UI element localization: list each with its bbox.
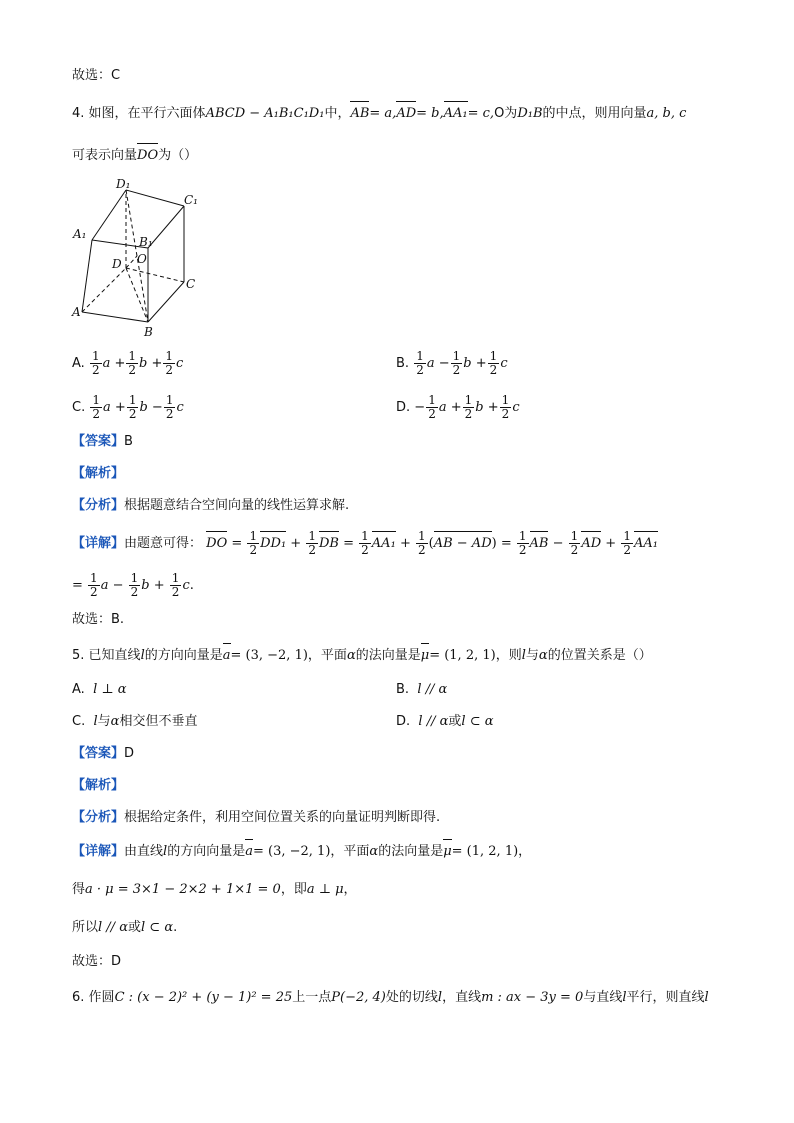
half-fraction: $\frac{1}{2}$ (92, 393, 100, 421)
q4-tail: 的中点，则用向量 (542, 106, 647, 121)
q4-vec-ab: AB (350, 104, 369, 124)
half-fraction: $\frac{1}{2}$ (165, 393, 174, 421)
segment-d-b (126, 268, 148, 322)
q4-xiangjie-eq1: 【详解】由题意可得： DO = $\frac{1}{2}$ DD₁ + $\frac{1}{2}$ DB = $\frac{1}{2}$ AA₁ + $\frac{1}{2}$ (AB − AD) = $\frac{1}{2}$ AB − $\frac{1}{2}$ AD + $\frac{1}{2}$ AA₁ (72, 529, 658, 557)
label-d1: D₁ (116, 177, 131, 191)
q5-option-a: A. l ⊥ α (72, 682, 127, 697)
q5-analysis-tag: 【解析】 (72, 778, 125, 793)
q5-dot-product: 得a · μ = 3×1 − 2×2 + 1×1 = 0，即a ⊥ μ， (72, 882, 357, 897)
q4-eq-c: = c, (467, 106, 495, 121)
half-fraction: $\frac{1}{2}$ (464, 393, 473, 421)
half-fraction: $\frac{1}{2}$ (128, 349, 137, 377)
q4-fenxi: 【分析】根据题意结合空间向量的线性运算求解. (72, 498, 350, 513)
q5-fenxi: 【分析】根据给定条件，利用空间位置关系的向量证明判断即得. (72, 810, 441, 825)
edge-a-a1 (82, 240, 92, 312)
q4-option-b: B. $\frac{1}{2}$ a − $\frac{1}{2}$ b + $\frac{1}{2}$ c (396, 349, 508, 377)
label-c: C (186, 277, 196, 291)
half-fraction: $\frac{1}{2}$ (501, 393, 510, 421)
q5-stem: 5. 已知直线l的方向向量是a= (3, −2, 1)，平面α的法向量是μ= (1, 2, 1)，则l与α的位置关系是（） (72, 646, 652, 666)
answer-tag: 【答案】 (72, 434, 125, 449)
q5-conclusion: 故选：D (72, 954, 122, 969)
half-fraction: $\frac{1}{2}$ (128, 393, 137, 421)
q4-answer (72, 432, 133, 452)
option-c-label: C. (72, 400, 86, 415)
half-fraction: $\frac{1}{2}$ (91, 349, 100, 377)
q4-vec-ad: AD (396, 104, 416, 124)
label-b1: B₁ (139, 235, 153, 249)
q4-line2-tail: 为（） (158, 148, 198, 163)
q4-solid: ABCD − A₁B₁C₁D₁ (205, 106, 325, 121)
q4-option-d: D. − $\frac{1}{2}$ a + $\frac{1}{2}$ b + $\frac{1}{2}$ c (396, 393, 520, 421)
segment-d-o (126, 256, 137, 268)
answer-value: B (124, 434, 133, 449)
q4-vec-aa1: AA₁ (444, 104, 468, 124)
option-d-label: D. (396, 400, 411, 415)
option-a-label: A. (72, 356, 85, 371)
q4-intro: 如图，在平行六面体 (88, 106, 206, 121)
q4-conclusion: 故选：B. (72, 612, 125, 627)
q4-analysis-tag: 【解析】 (72, 466, 125, 481)
label-o: O (137, 252, 147, 266)
half-fraction: $\frac{1}{2}$ (428, 393, 436, 421)
q4-number: 4. (72, 106, 85, 121)
q4-o-text: O为 (494, 106, 518, 121)
q4-abc: a, b, c (646, 106, 687, 121)
edge-b1-c1 (148, 206, 184, 248)
edge-d1-c1 (126, 190, 184, 206)
q4-eq-b: = b, (416, 106, 444, 121)
q4-xiangjie-eq2: = $\frac{1}{2}$ a − $\frac{1}{2}$ b + $\frac{1}{2}$ c. (72, 571, 194, 599)
option-b-label: B. (396, 356, 410, 371)
q4-option-c: C. $\frac{1}{2}$ a + $\frac{1}{2}$ b − $\frac{1}{2}$ c (72, 393, 184, 421)
edge-b-c (148, 282, 184, 322)
label-d: D (112, 257, 122, 271)
q5-option-d: D. l // α或l ⊂ α (396, 714, 494, 729)
edge-a-b (82, 312, 148, 322)
label-a: A (72, 305, 81, 319)
q5-answer: 【答案】D (72, 746, 135, 761)
q5-xiangjie: 【详解】由直线l的方向向量是a= (3, −2, 1)，平面α的法向量是μ= (1, 2, 1)， (72, 842, 531, 862)
prev-answer-line: 故选：C (72, 68, 121, 83)
half-fraction: $\frac{1}{2}$ (165, 349, 174, 377)
label-c1: C₁ (184, 193, 198, 207)
hidden-edge-a-d (82, 268, 126, 312)
q4-line2: 可表示向量 (72, 148, 138, 163)
half-fraction: $\frac{1}{2}$ (489, 349, 498, 377)
edge-a1-d1 (92, 190, 126, 240)
q4-mid: 中， (324, 106, 351, 121)
hidden-edge-d-c (126, 268, 184, 282)
label-a1: A₁ (73, 227, 87, 241)
half-fraction: $\frac{1}{2}$ (416, 349, 424, 377)
q4-stem-line1 (72, 104, 686, 124)
q4-eq-a: = a, (369, 106, 397, 121)
q5-result: 所以l // α或l ⊂ α. (72, 920, 178, 935)
q5-option-c: C. l与α相交但不垂直 (72, 714, 198, 729)
q4-d1b: D₁B (517, 106, 543, 121)
q6-stem: 6. 作圆C : (x − 2)² + (y − 1)² = 25上一点P(−2, 4)处的切线l，直线m : ax − 3y = 0与直线l平行，则直线l (72, 990, 709, 1005)
q4-option-a: A. $\frac{1}{2}$ a + $\frac{1}{2}$ b + $\frac{1}{2}$ c (72, 349, 184, 377)
q5-option-b: B. l // α (396, 682, 448, 697)
q4-vec-do: DO (137, 146, 158, 166)
label-b: B (144, 325, 153, 339)
half-fraction: $\frac{1}{2}$ (452, 349, 461, 377)
q4-stem-line2 (72, 146, 197, 166)
parallelepiped-figure (70, 172, 210, 342)
